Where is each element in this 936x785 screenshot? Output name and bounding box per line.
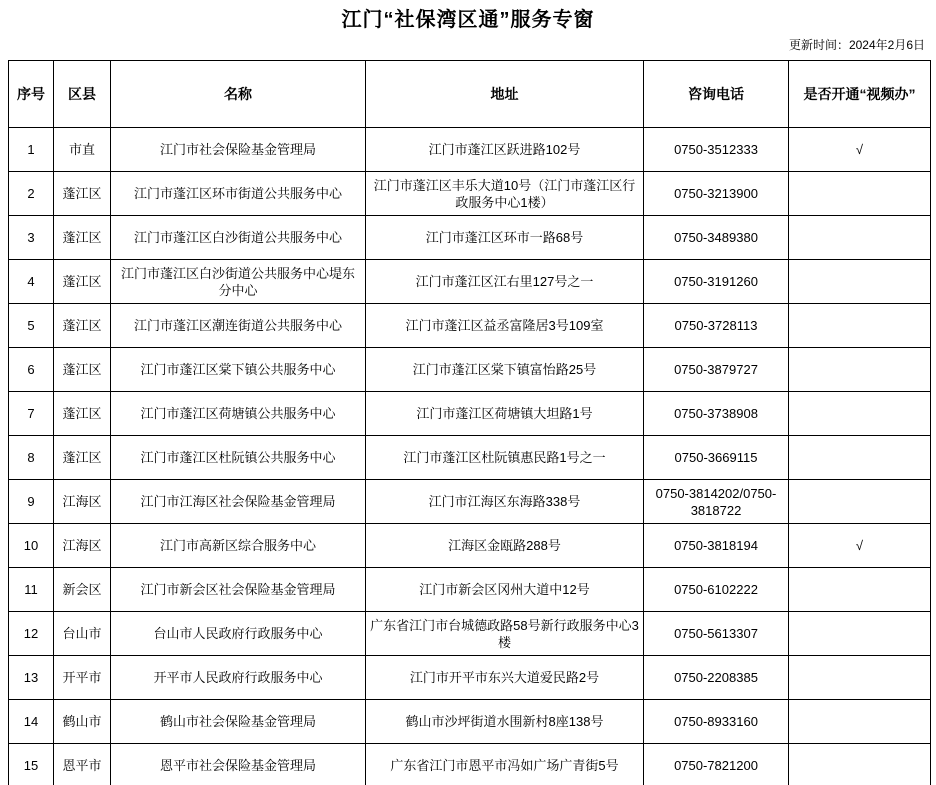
table-row xyxy=(9,656,931,700)
table-row xyxy=(9,128,931,172)
cell-name: 江门市蓬江区环市街道公共服务中心 xyxy=(111,172,366,216)
cell-phone: 0750-5613307 xyxy=(644,612,789,656)
cell-name: 江门市江海区社会保险基金管理局 xyxy=(111,480,366,524)
header-address: 地址 xyxy=(366,61,644,128)
cell-phone: 0750-3728113 xyxy=(644,304,789,348)
header-district: 区县 xyxy=(54,61,111,128)
cell-district: 开平市 xyxy=(54,656,111,700)
table-row xyxy=(9,172,931,216)
cell-name: 开平市人民政府行政服务中心 xyxy=(111,656,366,700)
cell-no: 7 xyxy=(9,392,54,436)
video-checkmark xyxy=(789,172,931,216)
cell-no: 15 xyxy=(9,744,54,785)
video-checkmark xyxy=(789,656,931,700)
cell-phone: 0750-3738908 xyxy=(644,392,789,436)
video-checkmark: √ xyxy=(789,524,931,568)
video-checkmark xyxy=(789,700,931,744)
cell-district: 蓬江区 xyxy=(54,260,111,304)
video-checkmark xyxy=(789,392,931,436)
cell-district: 江海区 xyxy=(54,480,111,524)
cell-address: 广东省江门市恩平市冯如广场广青街5号 xyxy=(366,744,644,785)
table-row xyxy=(9,348,931,392)
cell-name: 江门市蓬江区棠下镇公共服务中心 xyxy=(111,348,366,392)
cell-address: 江门市蓬江区棠下镇富怡路25号 xyxy=(366,348,644,392)
cell-district: 蓬江区 xyxy=(54,348,111,392)
page-title: 江门“社保湾区通”服务专窗 xyxy=(341,9,595,31)
cell-address: 广东省江门市台城德政路58号新行政服务中心3楼 xyxy=(366,612,644,656)
cell-name: 江门市蓬江区潮连街道公共服务中心 xyxy=(111,304,366,348)
cell-phone: 0750-3512333 xyxy=(644,128,789,172)
update-time-label: 更新时间：2024年2月6日 xyxy=(788,38,925,52)
cell-address: 江海区金瓯路288号 xyxy=(366,524,644,568)
cell-name: 江门市高新区综合服务中心 xyxy=(111,524,366,568)
cell-no: 9 xyxy=(9,480,54,524)
cell-no: 13 xyxy=(9,656,54,700)
video-checkmark xyxy=(789,304,931,348)
cell-phone: 0750-7821200 xyxy=(644,744,789,785)
table-header xyxy=(9,61,931,128)
cell-name: 江门市社会保险基金管理局 xyxy=(111,128,366,172)
header-video: 是否开通“视频办” xyxy=(789,61,931,128)
table-body xyxy=(9,128,931,785)
cell-phone: 0750-3213900 xyxy=(644,172,789,216)
cell-name: 江门市蓬江区白沙街道公共服务中心堤东分中心 xyxy=(111,260,366,304)
cell-no: 3 xyxy=(9,216,54,260)
table-row xyxy=(9,392,931,436)
cell-no: 2 xyxy=(9,172,54,216)
cell-district: 蓬江区 xyxy=(54,172,111,216)
cell-address: 江门市蓬江区江右里127号之一 xyxy=(366,260,644,304)
cell-no: 6 xyxy=(9,348,54,392)
cell-district: 江海区 xyxy=(54,524,111,568)
table-row xyxy=(9,568,931,612)
cell-no: 11 xyxy=(9,568,54,612)
cell-phone: 0750-6102222 xyxy=(644,568,789,612)
video-checkmark xyxy=(789,436,931,480)
cell-name: 鹤山市社会保险基金管理局 xyxy=(111,700,366,744)
cell-address: 江门市江海区东海路338号 xyxy=(366,480,644,524)
cell-no: 10 xyxy=(9,524,54,568)
table-row xyxy=(9,260,931,304)
cell-phone: 0750-3818194 xyxy=(644,524,789,568)
video-checkmark: √ xyxy=(789,128,931,172)
cell-no: 4 xyxy=(9,260,54,304)
cell-no: 5 xyxy=(9,304,54,348)
video-checkmark xyxy=(789,348,931,392)
video-checkmark xyxy=(789,612,931,656)
cell-district: 蓬江区 xyxy=(54,304,111,348)
cell-phone: 0750-3489380 xyxy=(644,216,789,260)
table-row xyxy=(9,700,931,744)
cell-phone: 0750-3191260 xyxy=(644,260,789,304)
cell-district: 蓬江区 xyxy=(54,392,111,436)
service-window-table xyxy=(8,60,931,785)
table-row xyxy=(9,216,931,260)
cell-phone: 0750-8933160 xyxy=(644,700,789,744)
video-checkmark xyxy=(789,744,931,785)
cell-name: 江门市蓬江区杜阮镇公共服务中心 xyxy=(111,436,366,480)
video-checkmark xyxy=(789,480,931,524)
cell-name: 台山市人民政府行政服务中心 xyxy=(111,612,366,656)
header-no: 序号 xyxy=(9,61,54,128)
table-row xyxy=(9,612,931,656)
cell-no: 1 xyxy=(9,128,54,172)
cell-phone: 0750-2208385 xyxy=(644,656,789,700)
cell-district: 蓬江区 xyxy=(54,216,111,260)
cell-no: 8 xyxy=(9,436,54,480)
video-checkmark xyxy=(789,260,931,304)
header-name: 名称 xyxy=(111,61,366,128)
cell-address: 江门市蓬江区丰乐大道10号（江门市蓬江区行政服务中心1楼） xyxy=(366,172,644,216)
cell-address: 江门市开平市东兴大道爱民路2号 xyxy=(366,656,644,700)
cell-district: 市直 xyxy=(54,128,111,172)
table-row xyxy=(9,436,931,480)
cell-no: 14 xyxy=(9,700,54,744)
cell-address: 江门市蓬江区益丞富隆居3号109室 xyxy=(366,304,644,348)
cell-address: 江门市新会区冈州大道中12号 xyxy=(366,568,644,612)
cell-no: 12 xyxy=(9,612,54,656)
cell-district: 恩平市 xyxy=(54,744,111,785)
header-phone: 咨询电话 xyxy=(644,61,789,128)
cell-address: 江门市蓬江区跃进路102号 xyxy=(366,128,644,172)
video-checkmark xyxy=(789,568,931,612)
cell-name: 恩平市社会保险基金管理局 xyxy=(111,744,366,785)
cell-district: 新会区 xyxy=(54,568,111,612)
cell-address: 江门市蓬江区荷塘镇大坦路1号 xyxy=(366,392,644,436)
cell-district: 鹤山市 xyxy=(54,700,111,744)
table-row xyxy=(9,744,931,785)
cell-name: 江门市新会区社会保险基金管理局 xyxy=(111,568,366,612)
cell-phone: 0750-3669115 xyxy=(644,436,789,480)
cell-district: 台山市 xyxy=(54,612,111,656)
cell-address: 江门市蓬江区杜阮镇惠民路1号之一 xyxy=(366,436,644,480)
table-row xyxy=(9,524,931,568)
cell-name: 江门市蓬江区白沙街道公共服务中心 xyxy=(111,216,366,260)
cell-district: 蓬江区 xyxy=(54,436,111,480)
cell-name: 江门市蓬江区荷塘镇公共服务中心 xyxy=(111,392,366,436)
cell-phone: 0750-3814202/0750-3818722 xyxy=(644,480,789,524)
cell-address: 江门市蓬江区环市一路68号 xyxy=(366,216,644,260)
cell-address: 鹤山市沙坪街道水围新村8座138号 xyxy=(366,700,644,744)
header-row xyxy=(9,61,931,128)
video-checkmark xyxy=(789,216,931,260)
table-row xyxy=(9,304,931,348)
table-row xyxy=(9,480,931,524)
cell-phone: 0750-3879727 xyxy=(644,348,789,392)
